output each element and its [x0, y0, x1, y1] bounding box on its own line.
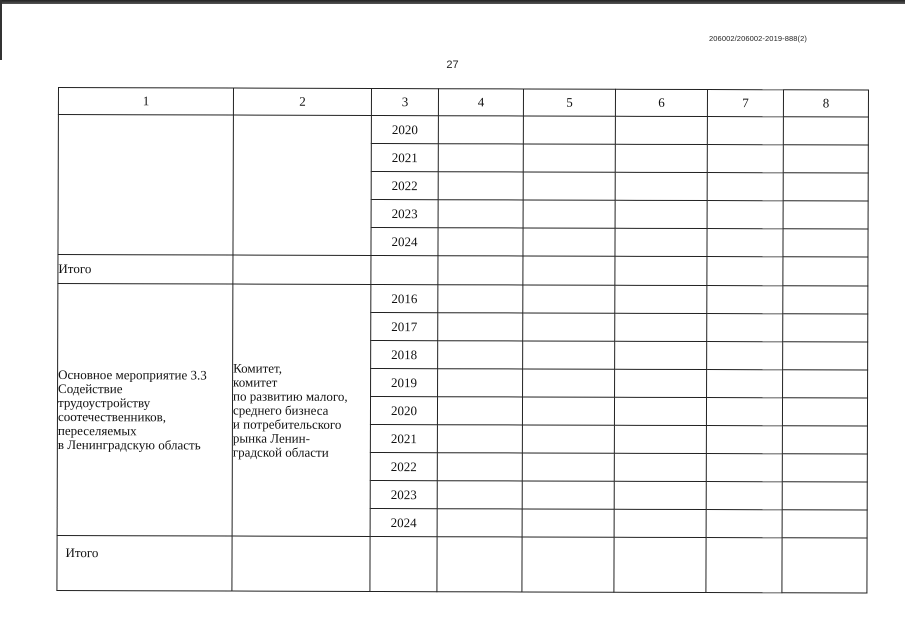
value-cell — [371, 255, 438, 284]
value-cell — [615, 228, 707, 256]
value-cell — [783, 370, 868, 398]
measure-line: соотечественников, — [57, 408, 167, 424]
value-cell — [523, 313, 615, 341]
value-cell — [523, 144, 615, 172]
executor-line: по развитию малого, — [233, 388, 348, 404]
value-cell — [522, 453, 614, 481]
value-cell — [523, 285, 615, 313]
year-cell: 2016 — [371, 284, 438, 312]
measure-line: Основное мероприятие 3.3 — [58, 366, 207, 382]
value-cell — [614, 453, 706, 481]
value-cell — [783, 173, 868, 201]
value-cell — [438, 144, 523, 172]
value-cell — [706, 426, 782, 454]
year-cell: 2021 — [370, 424, 437, 452]
value-cell — [615, 285, 707, 313]
measure-line: Содействие — [58, 380, 123, 396]
executor-line: комитет — [233, 374, 278, 390]
col-header-1: 1 — [58, 88, 233, 116]
measure-line: в Ленинградскую область — [57, 436, 201, 452]
year-cell: 2024 — [370, 508, 437, 536]
value-cell — [783, 145, 868, 173]
value-cell — [522, 397, 614, 425]
value-cell — [438, 228, 523, 256]
value-cell — [232, 536, 370, 591]
executor-line: рынка Ленин- — [232, 430, 310, 446]
value-cell — [437, 537, 522, 592]
value-cell — [437, 481, 522, 509]
value-cell — [782, 510, 867, 538]
total-label: Итого — [58, 255, 233, 285]
year-cell: 2019 — [371, 368, 438, 396]
value-cell — [438, 172, 523, 200]
value-cell — [706, 510, 782, 538]
year-cell: 2024 — [371, 227, 438, 255]
year-cell: 2023 — [371, 199, 438, 227]
value-cell — [615, 369, 707, 397]
total-row — [58, 255, 868, 287]
value-cell — [707, 257, 783, 286]
col-header-2: 2 — [233, 88, 371, 115]
value-cell — [783, 229, 868, 257]
value-cell — [782, 426, 867, 454]
value-cell — [706, 398, 782, 426]
col-header-3: 3 — [371, 88, 438, 115]
col-header-6: 6 — [615, 89, 707, 116]
measure-cell — [57, 284, 233, 537]
value-cell — [782, 538, 867, 593]
col-header-5: 5 — [523, 89, 615, 116]
value-cell — [437, 425, 522, 453]
value-cell — [523, 172, 615, 200]
value-cell — [782, 398, 867, 426]
value-cell — [783, 342, 868, 370]
value-cell — [522, 425, 614, 453]
value-cell — [615, 200, 707, 228]
value-cell — [707, 145, 783, 173]
scan-top-edge — [0, 0, 905, 4]
value-cell — [615, 144, 707, 172]
value-cell — [707, 370, 783, 398]
value-cell — [614, 397, 706, 425]
value-cell — [437, 509, 522, 537]
header-row — [58, 88, 868, 118]
value-cell — [438, 313, 523, 341]
value-cell — [615, 116, 707, 144]
col-header-4: 4 — [438, 89, 523, 116]
value-cell — [783, 286, 868, 314]
executor-cell-empty — [233, 115, 371, 255]
value-cell — [438, 200, 523, 228]
value-cell — [233, 255, 371, 284]
value-cell — [437, 453, 522, 481]
value-cell — [782, 482, 867, 510]
executor-cell — [232, 284, 371, 536]
year-cell: 2020 — [370, 396, 437, 424]
executor-line: градской области — [232, 444, 329, 460]
scan-left-edge — [0, 0, 2, 60]
table-body — [57, 115, 868, 594]
value-cell — [615, 313, 707, 341]
year-cell: 2021 — [371, 143, 438, 171]
executor-line: среднего бизнеса — [232, 402, 329, 418]
value-cell — [614, 425, 706, 453]
value-cell — [523, 341, 615, 369]
executor-line: Комитет, — [233, 360, 283, 376]
value-cell — [615, 172, 707, 200]
value-cell — [437, 397, 522, 425]
value-cell — [522, 481, 614, 509]
total-label: Итого — [57, 535, 232, 591]
year-cell: 2023 — [370, 480, 437, 508]
value-cell — [523, 256, 615, 285]
value-cell — [522, 537, 614, 592]
executor-line: и потребительского — [232, 416, 342, 432]
value-cell — [438, 341, 523, 369]
value-cell — [782, 454, 867, 482]
measure-line: трудоустройству — [57, 394, 151, 410]
total-row — [57, 535, 867, 593]
year-cell: 2022 — [371, 171, 438, 199]
measure-cell-empty — [58, 115, 233, 256]
value-cell — [614, 537, 706, 592]
value-cell — [438, 256, 523, 285]
value-cell — [707, 201, 783, 229]
table-row — [58, 284, 868, 315]
table-row — [58, 115, 868, 146]
year-cell: 2020 — [371, 115, 438, 143]
value-cell — [523, 228, 615, 256]
value-cell — [707, 229, 783, 257]
value-cell — [615, 341, 707, 369]
year-cell: 2017 — [371, 312, 438, 340]
col-header-8: 8 — [783, 90, 868, 117]
value-cell — [707, 286, 783, 314]
value-cell — [707, 173, 783, 201]
value-cell — [438, 116, 523, 144]
value-cell — [707, 342, 783, 370]
measure-line: переселяемых — [57, 422, 137, 438]
value-cell — [523, 369, 615, 397]
value-cell — [706, 454, 782, 482]
value-cell — [438, 285, 523, 313]
value-cell — [523, 200, 615, 228]
year-cell: 2018 — [371, 340, 438, 368]
value-cell — [706, 482, 782, 510]
value-cell — [707, 117, 783, 145]
value-cell — [615, 256, 707, 285]
value-cell — [783, 257, 868, 286]
value-cell — [614, 509, 706, 537]
value-cell — [522, 509, 614, 537]
value-cell — [783, 314, 868, 342]
value-cell — [783, 201, 868, 229]
value-cell — [706, 538, 782, 593]
document-code: 206002/206002-2019-888(2) — [709, 34, 807, 43]
year-cell: 2022 — [370, 452, 437, 480]
budget-table — [56, 87, 869, 594]
col-header-7: 7 — [707, 90, 783, 117]
value-cell — [438, 369, 523, 397]
value-cell — [523, 116, 615, 144]
value-cell — [614, 481, 706, 509]
value-cell — [707, 314, 783, 342]
value-cell — [783, 117, 868, 145]
page-number: 27 — [446, 59, 459, 71]
value-cell — [370, 536, 437, 591]
